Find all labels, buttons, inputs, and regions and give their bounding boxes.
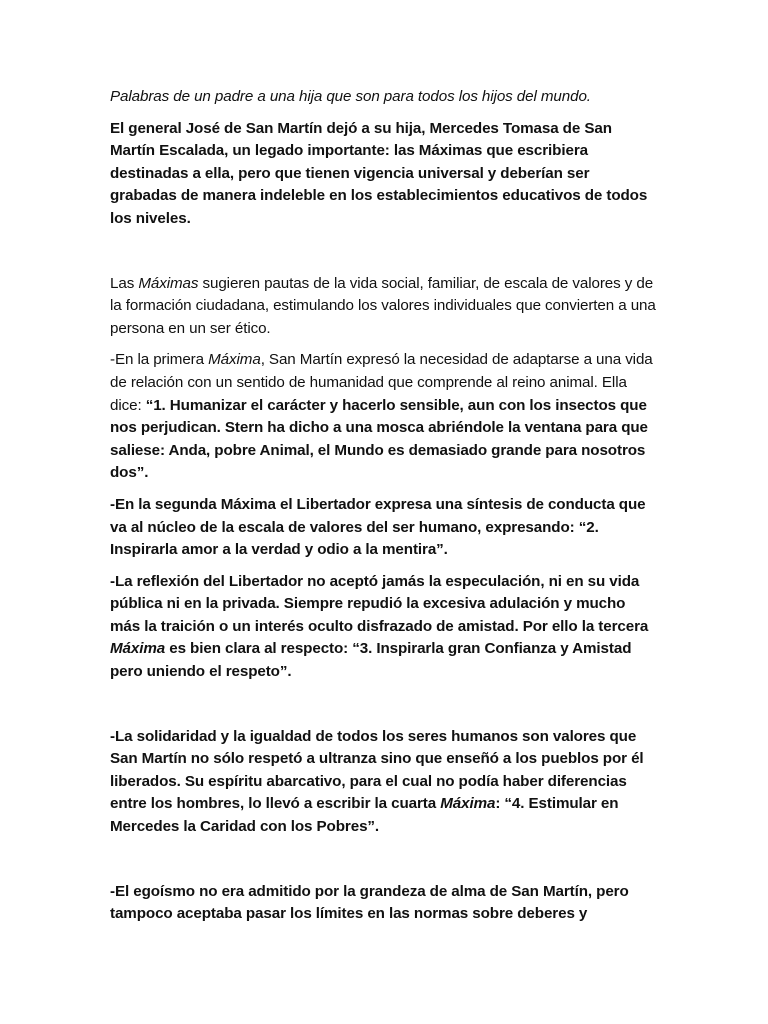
paragraph-text: Las [110, 274, 139, 292]
paragraph-second-maxima: -En la segunda Máxima el Libertador expresa una síntesis de conducta que va al núcleo de la escala de valores del ser humano, expresando: “2. Inspirarla amor a la verdad y odio a la mentira”. [110, 495, 646, 559]
maxima-quote: “1. Humanizar el carácter y hacerlo sensible, aun con los insectos que nos perjudican. Stern ha dicho a una mosca abriéndole la ventana para que saliese: Anda, pobre Animal, el Mundo es demasiado grande para nosotros dos”. [110, 396, 648, 482]
paragraph-text: -La reflexión del Libertador no aceptó jamás la especulación, ni en su vida pública ni en la privada. Siempre repudió la excesiva adulación y mucho más la traición o un interés oculto disfrazado de amistad. Por ello la tercera [110, 572, 649, 635]
paragraph-text: -La solidaridad y la igualdad de todos los seres humanos son valores que San Martín no sólo respetó a ultranza sino que enseñó a los pueblos por él liberados. Su espíritu abarcativo, para el cual no podía haber diferencias entre los hombres, lo llevó a escribir la cuarta [110, 727, 644, 813]
paragraph-text: es bien clara al respecto: “3. Inspirarla gran Confianza y Amistad pero uniendo el respeto”. [110, 640, 632, 681]
paragraph-third-maxima [110, 571, 658, 684]
maxima-term: Máxima [208, 351, 261, 369]
paragraph-text: sugieren pautas de la vida social, familiar, de escala de valores y de la formación ciudadana, estimulando los valores individuales que convierten a una persona en un ser ético. [110, 274, 656, 337]
maximas-term: Máximas [138, 274, 199, 292]
intro-line: Palabras de un padre a una hija que son para todos los hijos del mundo. [110, 88, 591, 105]
maxima-term: Máxima [440, 795, 496, 813]
paragraph-first-maxima [110, 349, 658, 485]
document-page [110, 86, 658, 926]
paragraph-text: : “4. Estimular en Mercedes la Caridad con los Pobres”. [110, 795, 619, 836]
paragraph-text: -En la primera [110, 351, 209, 369]
paragraph-egoismo: -El egoísmo no era admitido por la grandeza de alma de San Martín, pero tampoco aceptaba pasar los límites en las normas sobre deberes y [110, 882, 629, 923]
paragraph-text: , San Martín expresó la necesidad de adaptarse a una vida de relación con un sentido de humanidad que comprende al reino animal. Ella dice: [110, 351, 653, 414]
paragraph-maximas-intro [110, 273, 658, 341]
maxima-term: Máxima [110, 640, 166, 658]
paragraph-fourth-maxima [110, 726, 658, 839]
lead-paragraph: El general José de San Martín dejó a su hija, Mercedes Tomasa de San Martín Escalada, un legado importante: las Máximas que escribiera destinadas a ella, pero que tienen vigencia universal y deberían ser grabadas de manera indeleble en los establecimientos educativos de todos los niveles. [110, 119, 648, 227]
